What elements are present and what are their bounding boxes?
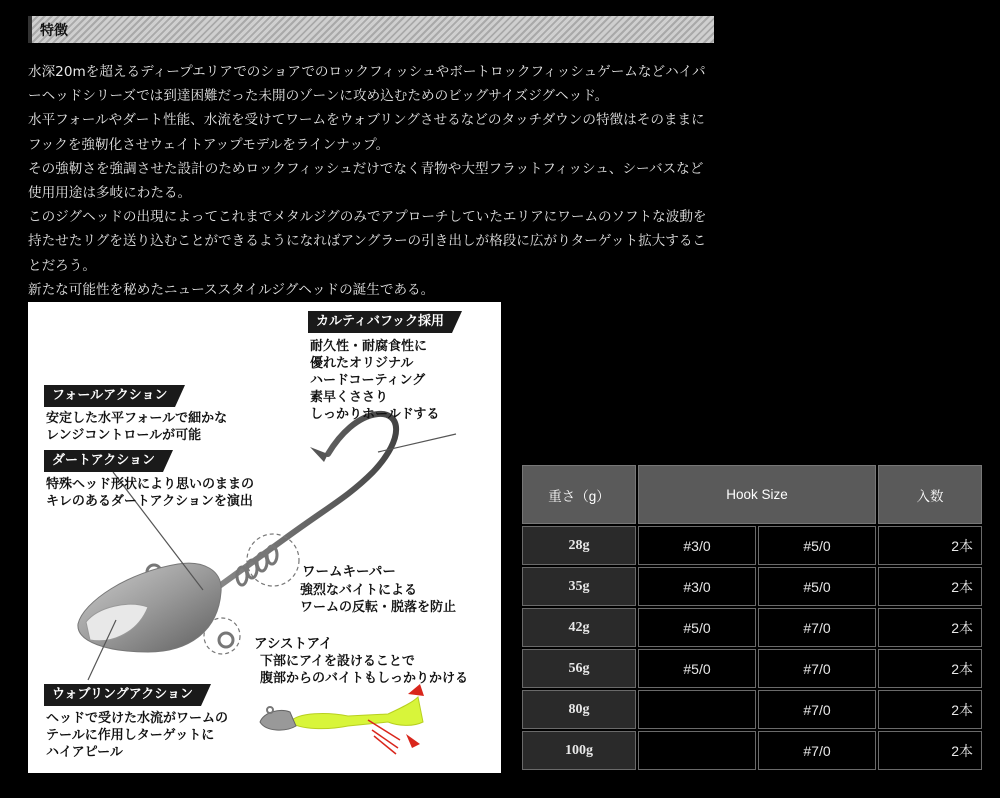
wobble-text-line: ヘッドで受けた水流がワームの — [46, 711, 229, 726]
dart-action-text — [46, 476, 254, 510]
quantity-cell: 2本 — [878, 608, 982, 647]
hook-cell: #5/0 — [758, 567, 876, 606]
hook-cell: #7/0 — [758, 690, 876, 729]
section-title: 特徴 — [40, 23, 68, 39]
hook-text-line: 優れたオリジナル — [310, 356, 414, 371]
table-header-row — [522, 465, 982, 524]
weight-cell: 35g — [522, 567, 636, 606]
spec-table — [520, 463, 984, 772]
fall-action-text — [46, 410, 227, 444]
table-row — [522, 649, 982, 688]
assist-text-line: 下部にアイを設けることで — [260, 654, 415, 669]
quantity-cell: 2本 — [878, 690, 982, 729]
hook-cell — [638, 731, 756, 770]
wobble-text-line: テールに作用しターゲットに — [46, 728, 215, 743]
weight-cell: 56g — [522, 649, 636, 688]
product-diagram — [28, 302, 501, 773]
hook-cell — [638, 690, 756, 729]
description — [28, 60, 728, 302]
table-row — [522, 526, 982, 565]
assist-eye-title: アシストアイ — [254, 636, 333, 652]
wobbling-action-text — [46, 710, 228, 761]
hook-cell: #5/0 — [758, 526, 876, 565]
hook-size-header: Hook Size — [638, 465, 876, 524]
hook-text-line: 素早くささり — [310, 390, 389, 405]
worm-keeper-title: ワームキーパー — [302, 564, 396, 580]
table-row — [522, 690, 982, 729]
hook-label: カルティバフック採用 — [308, 311, 452, 333]
description-line: 持たせたリグを送り込むことができるようになればアングラーの引き出しが格段に広がりターゲット拡大するこ — [28, 233, 707, 250]
hook-cell: #5/0 — [638, 649, 756, 688]
hook-text-line: しっかりホールドする — [310, 407, 440, 422]
description-line: 水深20mを超えるディープエリアでのショアでのロックフィッシュやボートロックフィッシュゲームなどハイパ — [28, 64, 706, 80]
dart-text-line: キレのあるダートアクションを演出 — [46, 494, 253, 509]
dart-action-label: ダートアクション — [44, 450, 163, 472]
assist-eye-text — [260, 653, 468, 687]
description-line: その強靭さを強調させた設計のためロックフィッシュだけでなく青物や大型フラットフィッシュ、シーバスなど — [28, 160, 704, 177]
wobble-text-line: ハイアピール — [46, 745, 123, 760]
hook-cell: #3/0 — [638, 526, 756, 565]
description-line: とだろう。 — [28, 257, 96, 274]
hook-text — [310, 338, 439, 423]
weight-cell: 42g — [522, 608, 636, 647]
description-line: ーヘッドシリーズでは到達困難だった未開のゾーンに攻め込むためのビッグサイズジグヘッド。 — [28, 88, 609, 105]
weight-header: 重さ（g） — [522, 465, 636, 524]
hook-cell: #3/0 — [638, 567, 756, 606]
description-line: フックを強靭化させウェイトアップモデルをラインナップ。 — [28, 136, 390, 153]
table-row — [522, 731, 982, 770]
quantity-cell: 2本 — [878, 567, 982, 606]
fall-action-label: フォールアクション — [44, 385, 175, 407]
description-line: 新たな可能性を秘めたニューススタイルジグヘッドの誕生である。 — [28, 281, 435, 298]
dart-text-line: 特殊ヘッド形状により思いのままの — [46, 477, 255, 492]
keeper-text-line: 強烈なバイトによる — [300, 583, 418, 598]
weight-cell: 28g — [522, 526, 636, 565]
fall-text-line: レンジコントロールが可能 — [46, 428, 202, 443]
keeper-text-line: ワームの反転・脱落を防止 — [300, 600, 457, 615]
hook-cell: #5/0 — [638, 608, 756, 647]
hook-cell: #7/0 — [758, 608, 876, 647]
section-header — [28, 16, 714, 43]
hook-text-line: ハードコーティング — [310, 373, 426, 388]
table-row — [522, 567, 982, 606]
assist-text-line: 腹部からのバイトもしっかりかける — [260, 671, 469, 686]
quantity-cell: 2本 — [878, 649, 982, 688]
weight-cell: 100g — [522, 731, 636, 770]
hook-text-line: 耐久性・耐腐食性に — [310, 339, 428, 354]
description-line: 使用用途は多岐にわたる。 — [28, 185, 192, 202]
quantity-cell: 2本 — [878, 526, 982, 565]
hook-cell: #7/0 — [758, 731, 876, 770]
quantity-cell: 2本 — [878, 731, 982, 770]
worm-keeper-text — [300, 582, 456, 616]
description-line: 水平フォールやダート性能、水流を受けてワームをウォブリングさせるなどのタッチダウンの特徴はそのままに — [28, 112, 705, 129]
wobbling-action-label: ウォブリングアクション — [44, 684, 201, 706]
description-line: このジグヘッドの出現によってこれまでメタルジグのみでアプローチしていたエリアにワームのソフトな波動を — [28, 209, 707, 226]
weight-cell: 80g — [522, 690, 636, 729]
hook-cell: #7/0 — [758, 649, 876, 688]
fall-text-line: 安定した水平フォールで細かな — [46, 411, 228, 426]
quantity-header: 入数 — [878, 465, 982, 524]
table-row — [522, 608, 982, 647]
